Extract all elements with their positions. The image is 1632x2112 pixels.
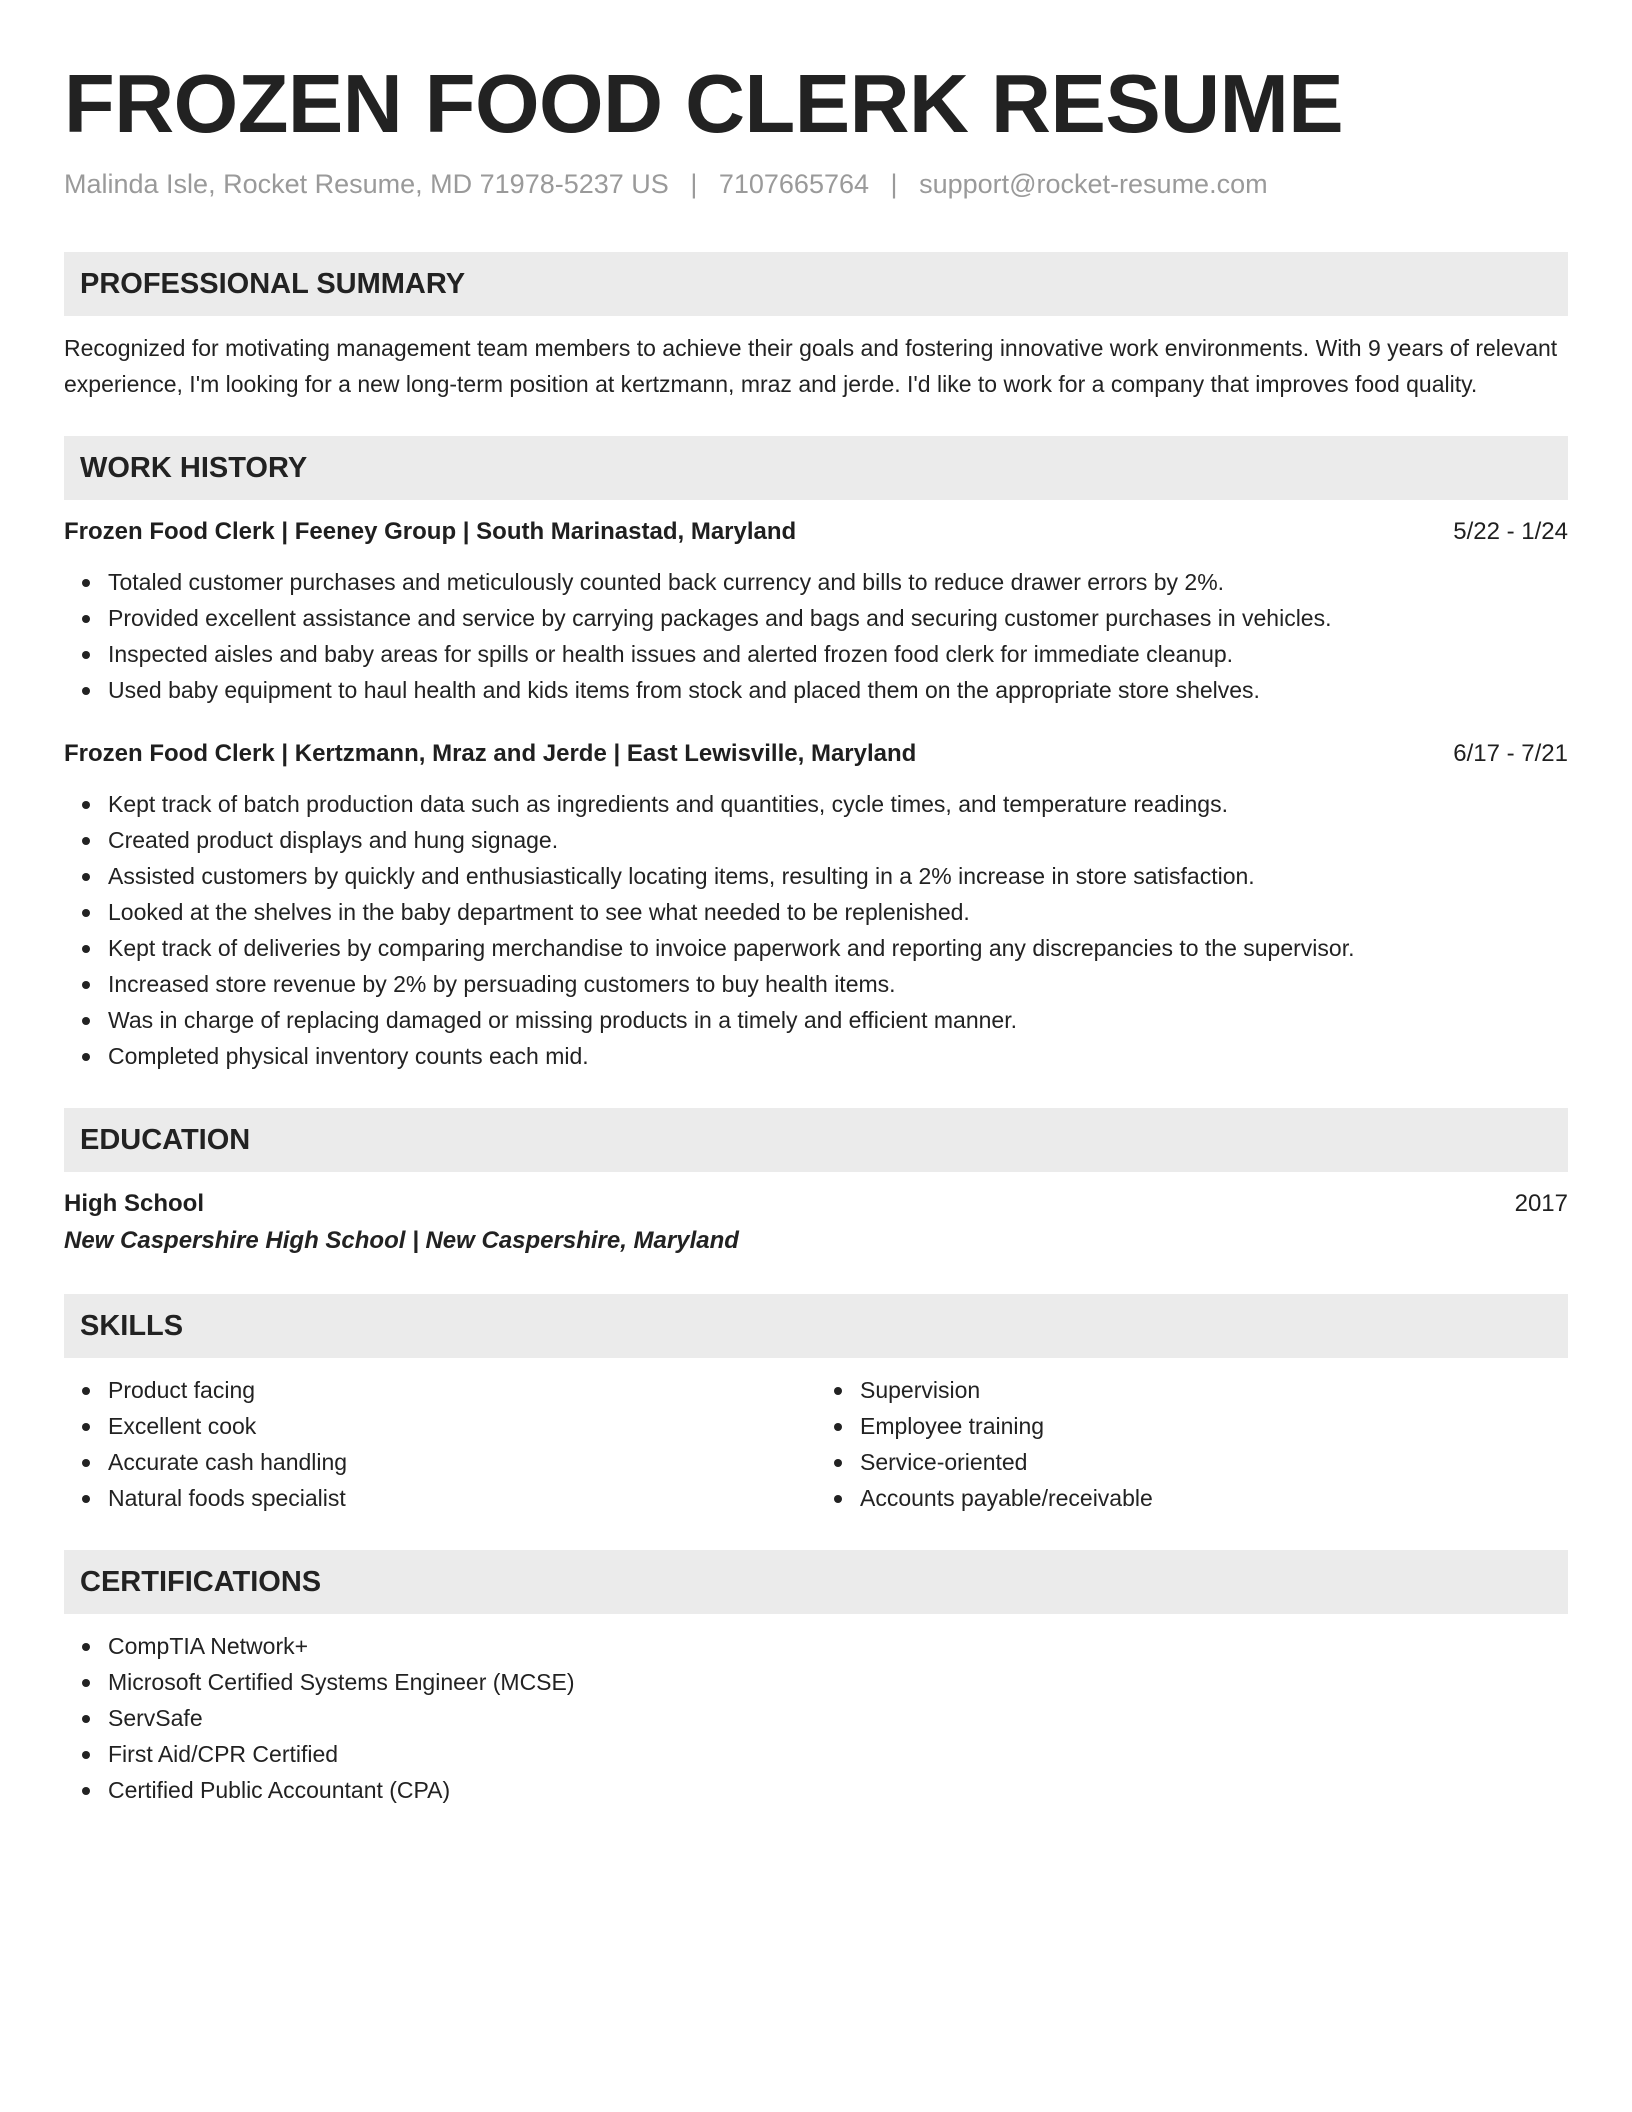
list-item: Was in charge of replacing damaged or missing products in a timely and efficient manner. [108,1002,1568,1038]
list-item: Looked at the shelves in the baby department to see what needed to be replenished. [108,894,1568,930]
list-item: Natural foods specialist [108,1480,816,1516]
list-item: Assisted customers by quickly and enthusiastically locating items, resulting in a 2% increase in store satisfaction. [108,858,1568,894]
skills-list-left [64,1372,816,1516]
education-year: 2017 [1514,1190,1568,1217]
list-item: Service-oriented [860,1444,1568,1480]
list-item: Supervision [860,1372,1568,1408]
certifications-list [64,1628,1568,1808]
education-heading: EDUCATION [64,1108,1568,1172]
contact-separator: | [890,169,898,199]
list-item: Created product displays and hung signage. [108,822,1568,858]
list-item: Accurate cash handling [108,1444,816,1480]
skills-section [64,1294,1568,1516]
contact-line [64,166,1568,202]
skills-heading: SKILLS [64,1294,1568,1358]
list-item: Provided excellent assistance and service by carrying packages and bags and securing customer purchases in vehicles. [108,600,1568,636]
certifications-section [64,1550,1568,1808]
list-item: Completed physical inventory counts each mid. [108,1038,1568,1074]
contact-email: support@rocket-resume.com [919,169,1268,199]
contact-address: Malinda Isle, Rocket Resume, MD 71978-5237 US [64,169,669,199]
job-entry [64,514,1568,708]
work-history-section [64,436,1568,1074]
list-item: Employee training [860,1408,1568,1444]
skills-list-right [816,1372,1568,1516]
job-bullets [64,786,1568,1074]
job-bullets [64,564,1568,708]
list-item: Microsoft Certified Systems Engineer (MCSE) [108,1664,1568,1700]
list-item: ServSafe [108,1700,1568,1736]
job-dates: 5/22 - 1/24 [1453,518,1568,545]
education-degree: High School [64,1190,204,1217]
list-item: Inspected aisles and baby areas for spills or health issues and alerted frozen food clerk for immediate cleanup. [108,636,1568,672]
list-item: CompTIA Network+ [108,1628,1568,1664]
list-item: Excellent cook [108,1408,816,1444]
summary-section [64,252,1568,402]
contact-phone: 7107665764 [718,169,870,199]
list-item: Used baby equipment to haul health and kids items from stock and placed them on the appropriate store shelves. [108,672,1568,708]
summary-heading: PROFESSIONAL SUMMARY [64,252,1568,316]
list-item: Product facing [108,1372,816,1408]
contact-separator: | [690,169,698,199]
list-item: First Aid/CPR Certified [108,1736,1568,1772]
education-section [64,1108,1568,1260]
list-item: Kept track of deliveries by comparing merchandise to invoice paperwork and reporting any discrepancies to the supervisor. [108,930,1568,966]
list-item: Certified Public Accountant (CPA) [108,1772,1568,1808]
list-item: Kept track of batch production data such as ingredients and quantities, cycle times, and temperature readings. [108,786,1568,822]
job-title: Frozen Food Clerk | Feeney Group | South Marinastad, Maryland [64,518,797,545]
work-history-heading: WORK HISTORY [64,436,1568,500]
list-item: Increased store revenue by 2% by persuading customers to buy health items. [108,966,1568,1002]
list-item: Totaled customer purchases and meticulously counted back currency and bills to reduce drawer errors by 2%. [108,564,1568,600]
education-school: New Caspershire High School | New Caspershire, Maryland [64,1227,739,1254]
summary-text: Recognized for motivating management team members to achieve their goals and fostering innovative work environments. With 9 years of relevant experience, I'm looking for a new long-term position at kertzmann, mraz and jerde. I'd like to work for a company that improves food quality. [64,335,1558,397]
job-title: Frozen Food Clerk | Kertzmann, Mraz and Jerde | East Lewisville, Maryland [64,740,917,767]
certifications-heading: CERTIFICATIONS [64,1550,1568,1614]
resume-title: FROZEN FOOD CLERK RESUME [64,57,1344,150]
job-dates: 6/17 - 7/21 [1453,740,1568,767]
list-item: Accounts payable/receivable [860,1480,1568,1516]
job-entry [64,736,1568,1074]
